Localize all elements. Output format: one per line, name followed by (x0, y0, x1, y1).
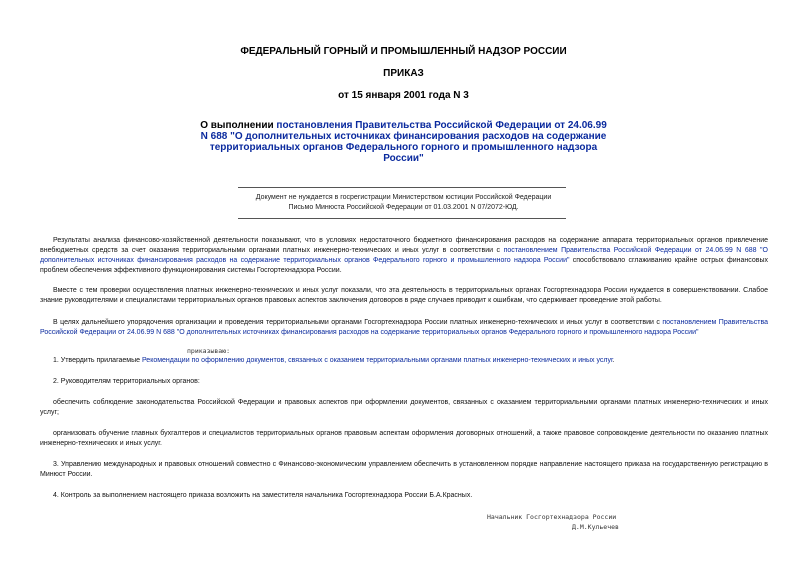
agency-name: ФЕДЕРАЛЬНЫЙ ГОРНЫЙ И ПРОМЫШЛЕННЫЙ НАДЗОР РОССИИ (240, 46, 567, 57)
resolution-link-2[interactable]: постановлением Правительства Российской Федерации от 24.06.99 N 688 "О дополнительных источниках финансирования расходов на содержание территориальных органов Федерального горного и промышленного надзора России" (40, 319, 768, 336)
document-type: ПРИКАЗ (383, 68, 424, 79)
item-2-subitem-a (40, 398, 768, 418)
item-2-subitem-b (40, 429, 768, 449)
paragraph-analysis (40, 236, 768, 276)
paragraph-inspections-text: Вместе с тем проверки осуществления платных инженерно-технических и иных услуг показали, что эта деятельность в территориальных органах Госгортехнадзора России нуждается в совершенствовании. Слабое знание руководителями и специалистами территориальных органов правовых аспектов заключения договоров в ряде случаев приводит к ошибкам, что сдерживает проведение этой работы. (40, 287, 768, 304)
registration-note (200, 193, 607, 213)
resolution-link-1[interactable]: постановлением Правительства Российской Федерации от 24.06.99 N 688 "О дополнительных источниках финансирования расходов на содержание территориальных органов Федерального горного и промышленного надзора России" (40, 247, 768, 264)
item-1 (40, 356, 768, 366)
document-title (200, 120, 607, 164)
title-prefix: О выполнении (200, 120, 277, 131)
recommendations-link[interactable]: Рекомендации по оформлению документов, связанных с оказанием территориальными органами платных инженерно-технических и иных услуг (141, 357, 613, 364)
paragraph-analysis-start: Результаты анализа финансово-хозяйственной деятельности показывают, что в условиях недостаточного бюджетного финансирования расходов на содержание аппарата территориальных органов привлечение внебюджетных средств за счет оказания территориальными органами платных инженерно-технических и иных услуг в соответствии с (40, 237, 768, 254)
registration-note-line1: Документ не нуждается в госрегистрации Министерством юстиции Российской Федерации (255, 194, 552, 201)
item-2-text: 2. Руководителям территориальных органов: (53, 378, 200, 385)
item-4-text: 4. Контроль за выполнением настоящего приказа возложить на заместителя начальника Госгортехнадзора России Б.А.Красных. (53, 492, 473, 499)
item-4 (40, 491, 768, 501)
registration-note-line2: Письмо Минюста Российской Федерации от 01.03.2001 N 07/2072-ЮД. (288, 204, 519, 211)
item-3 (40, 460, 768, 480)
signature-position: Начальник Госгортехнадзора России (487, 513, 617, 521)
item-1-end: . (612, 357, 615, 364)
item-2-subitem-a-text: обеспечить соблюдение законодательства Российской Федерации и правовых аспектов при оформлении документов, связанных с оказанием территориальными органами платных инженерно-технических и иных услуг; (40, 399, 768, 416)
item-1-start: 1. Утвердить прилагаемые (53, 357, 142, 364)
note-top-divider (238, 187, 566, 188)
order-word: приказываю: (187, 347, 231, 355)
paragraph-purpose-text: В целях дальнейшего упорядочения организации и проведения территориальными органами Госгортехнадзора России платных инженерно-технических и иных услуг в соответствии с (53, 319, 663, 326)
document-date-number: от 15 января 2001 года N 3 (338, 90, 469, 101)
item-2-subitem-b-text: организовать обучение главных бухгалтеров и специалистов территориальных органов правовым аспектам оформления договорных отношений, а также правовое сопровождение деятельности по оказанию платных инженерно-технических и иных услуг. (40, 430, 768, 447)
item-2 (40, 377, 768, 387)
paragraph-purpose (40, 318, 768, 338)
title-link[interactable]: постановления Правительства Российской Федерации от 24.06.99 N 688 "О дополнительных источниках финансирования расходов на содержание территориальных органов Федерального горного и промышленного надзора России" (200, 120, 607, 164)
signature-name: Д.М.Кульечев (572, 523, 619, 531)
item-3-text: 3. Управлению международных и правовых отношений совместно с Финансово-экономическим управлением обеспечить в установленном порядке направление настоящего приказа на государственную регистрацию в Минюст России. (40, 461, 768, 478)
note-bottom-divider (238, 218, 566, 219)
paragraph-inspections (40, 286, 768, 306)
paragraph-analysis-end: способствовало сглаживанию крайне острых финансовых проблем обеспечения эффективного функционирования системы Госгортехнадзора России. (40, 257, 768, 274)
